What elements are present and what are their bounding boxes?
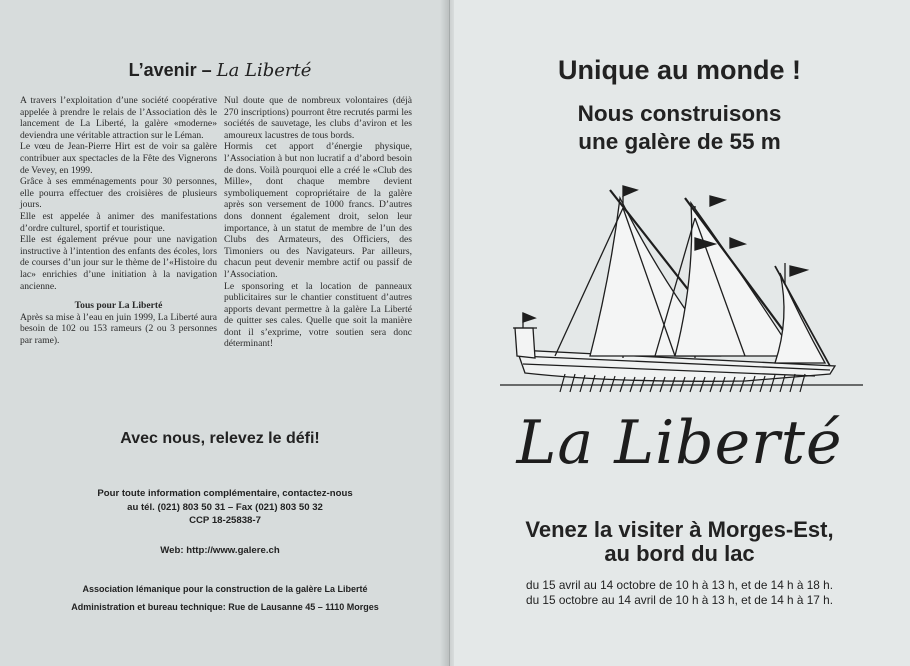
paragraph: A travers l’exploitation d’une société coopérative appelée à prendre le relais de l’Association dès le lancement de La Liberté, la galère «moderne» deviendra une véritable attraction sur le Léman.	[20, 95, 217, 141]
ship-name-logo: La Liberté	[516, 408, 843, 478]
paragraph: Après sa mise à l’eau en juin 1999, La Liberté aura besoin de 102 ou 153 rameurs (2 ou 3 personnes par rame).	[20, 311, 217, 346]
hours-winter: du 15 octobre au 14 avril de 10 h à 13 h, et de 14 h à 17 h.	[526, 593, 833, 607]
paragraph: Hormis cet apport d’énergie physique, l’Association à but non lucratif a d’abord besoin de dons. Voilà pourquoi elle a créé le «Club des Mille», dont chaque membre devient symboliquement copropriétaire de la galère après son versement de 1000 francs. D’autres dons donnent également droit, selon leur importance, à un statut de membre de l’un des Clubs des Armateurs, des Officiers, des Timoniers ou des Navigateurs. Par ailleurs, chacun peut devenir membre actif ou passif de l’Association.	[224, 141, 412, 280]
website-line: Web: http://www.galere.ch	[160, 545, 280, 556]
association-block	[0, 580, 450, 616]
contact-ccp: CCP 18-25838-7	[189, 515, 261, 526]
visit-line-1: Venez la visiter à Morges-Est,	[525, 517, 834, 542]
paragraph: Grâce à ses emménagements pour 30 personnes, elle pourra effectuer des croisières de plusieurs jours.	[20, 176, 217, 211]
contact-block	[60, 487, 390, 528]
text-column-1	[20, 95, 217, 346]
paragraph: Le vœu de Jean-Pierre Hirt est de voir sa galère contribuer aux spectacles de la Fête des Vignerons de Vevey, en 1999.	[20, 141, 217, 176]
hours-summer: du 15 avril au 14 octobre de 10 h à 13 h, et de 14 h à 18 h.	[526, 578, 833, 592]
visit-heading	[449, 518, 910, 566]
opening-hours	[449, 578, 910, 608]
contact-line: Pour toute information complémentaire, contactez-nous	[97, 488, 353, 499]
subheadline	[449, 100, 910, 156]
left-title	[0, 60, 440, 81]
headline: Unique au monde !	[558, 55, 801, 85]
subheading: Tous pour La Liberté	[74, 300, 163, 312]
association-line: Association lémanique pour la construction de la galère La Liberté	[82, 584, 368, 594]
paragraph: Elle est appelée à animer des manifestations d’ordre culturel, sportif et touristique.	[20, 210, 217, 234]
challenge-heading: Avec nous, relevez le défi!	[120, 430, 320, 447]
contact-phone: au tél. (021) 803 50 31 – Fax (021) 803 50 32	[127, 501, 323, 513]
galley-ship-icon	[495, 178, 865, 398]
address-line: Administration et bureau technique: Rue de Lausanne 45 – 1110 Morges	[71, 602, 379, 612]
paragraph: Nul doute que de nombreux volontaires (déjà 270 inscriptions) pourront être recrutés parmi les sociétés de sauvetage, les clubs d’aviron et les amoureux lacustres de tous bords.	[224, 95, 412, 141]
paragraph: Elle est également prévue pour une navigation instructive à l’intention des enfants des écoles, lors de courses d’un jour sur le thème de l’«Histoire du lac» enrichies d’une initiation à la navigation ancienne.	[20, 234, 217, 292]
text-column-2	[224, 95, 412, 350]
subheadline-line-1: Nous construisons	[577, 101, 782, 126]
visit-line-2: au bord du lac	[604, 541, 755, 566]
paragraph: Le sponsoring et la location de panneaux publicitaires sur le chantier constituent d’autres apports devant permettre à la galère La Liberté de quitter ses cales. Quelle que soit la manière dont il s’exprime, votre soutien sera donc déterminant!	[224, 280, 412, 350]
subheadline-line-2: une galère de 55 m	[578, 129, 781, 154]
left-title-prefix: L’avenir –	[128, 60, 212, 80]
left-title-script: La Liberté	[216, 60, 312, 81]
